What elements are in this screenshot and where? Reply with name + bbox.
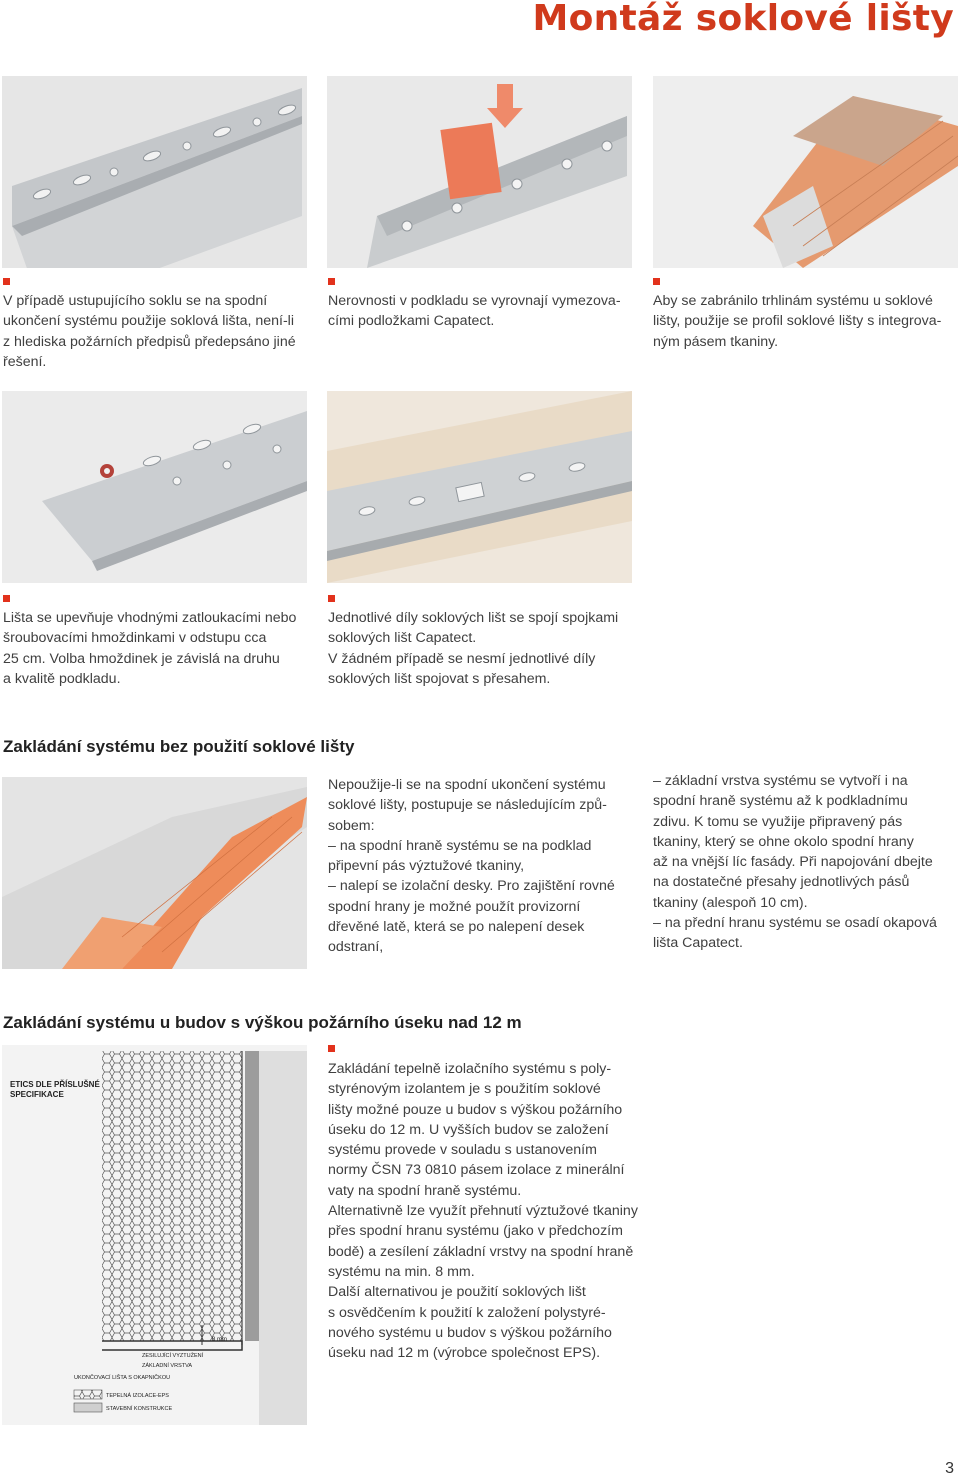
mesh-edge-photo xyxy=(2,777,307,969)
caption-line: a kvalitě podkladu. xyxy=(3,670,121,687)
plinth-profile-illustration xyxy=(2,76,307,268)
dash-item xyxy=(328,876,638,957)
page-title: Montáž soklové lišty xyxy=(532,0,954,39)
text-line: – nalepí se izolační desky. Pro zajištění rovné xyxy=(328,878,615,895)
page-number: 3 xyxy=(945,1460,954,1477)
text-line: styrénovým izolantem je s použitím soklové xyxy=(328,1081,601,1098)
text-line: až na vnější líc fasády. Při napojování dbejte xyxy=(653,854,933,871)
anchored-profile-illustration xyxy=(2,391,307,583)
text-line: lišty možné pouze u budov s výškou požárního xyxy=(328,1101,623,1118)
text-line: systému na min. 8 mm. xyxy=(328,1263,475,1280)
caption-line: 25 cm. Volba hmoždinek je závislá na druhu xyxy=(3,650,280,667)
caption-line: lišty, použije se profil soklové lišty s integrova- xyxy=(653,313,942,330)
bullet-marker xyxy=(653,278,660,285)
section-heading-fire-section: Zakládání systému u budov s výškou požárního úseku nad 12 m xyxy=(3,1013,522,1032)
text-line: zdivu. K tomu se využije připravený pás xyxy=(653,813,903,830)
dash-item xyxy=(653,913,958,954)
caption-line: Nerovnosti v podkladu se vyrovnají vymezova- xyxy=(328,293,621,309)
text-line: normy ČSN 73 0810 pásem izolace z minerální xyxy=(328,1162,625,1179)
caption-packing-pad xyxy=(328,291,633,332)
bullet-marker xyxy=(328,595,335,602)
text-line: tkaniny, který se ohne okolo spodní hrany xyxy=(653,833,914,850)
anchored-profile-photo xyxy=(2,391,307,583)
bullet-marker xyxy=(328,278,335,285)
text-line: Zakládání tepelně izolačního systému s poly- xyxy=(328,1061,612,1077)
mesh-profile-photo xyxy=(653,76,958,268)
caption-mesh-profile xyxy=(653,291,958,352)
mesh-profile-illustration xyxy=(653,76,958,268)
text-line: dřevěné latě, která se po nalepení desek xyxy=(328,919,585,936)
caption-line: cími podložkami Capatect. xyxy=(328,313,495,330)
packing-pad-illustration xyxy=(327,76,632,268)
fire-section-drawing xyxy=(2,1045,307,1425)
caption-line: Aby se zabránilo trhlinám systému u soklové xyxy=(653,293,933,309)
section1-left-text xyxy=(328,775,638,958)
caption-connector xyxy=(328,608,638,689)
text-line: přes spodní hranu systému (jako v předchozím xyxy=(328,1223,623,1240)
text-line: s osvědčením k použití k založení polystyré- xyxy=(328,1304,606,1321)
section-heading-no-profile: Zakládání systému bez použití soklové lišty xyxy=(3,737,355,756)
text-line: – na přední hranu systému se osadí okapová xyxy=(653,915,937,932)
text-line: soklové lišty, postupuje se následujícím způ- xyxy=(328,797,607,814)
bullet-marker xyxy=(3,595,10,602)
connector-photo xyxy=(327,391,632,583)
text-line: vaty na spodní hraně systému. xyxy=(328,1182,522,1199)
mesh-edge-illustration xyxy=(2,777,307,969)
text-line: připevní pás výztužové tkaniny, xyxy=(328,858,525,875)
diagram-label: ZESILUJÍCÍ VYZTUŽENÍ xyxy=(142,1353,204,1359)
section1-right-text xyxy=(653,771,958,954)
text-line: na dostatečné přesahy jednotlivých pásů xyxy=(653,874,910,891)
caption-line: V případě ustupujícího soklu se na spodní xyxy=(3,293,268,309)
connector-illustration xyxy=(327,391,632,583)
bullet-marker xyxy=(3,278,10,285)
text-line: – základní vrstva systému se vytvoří i na xyxy=(653,773,908,789)
dimension-label: 8 mm xyxy=(212,1337,227,1343)
text-line: odstraní, xyxy=(328,939,384,956)
bullet-marker xyxy=(328,1045,335,1052)
text-line: – na spodní hraně systému se na podklad xyxy=(328,837,592,854)
caption-line: ným pásem tkaniny. xyxy=(653,333,779,350)
diagram-header-line: SPECIFIKACE xyxy=(10,1090,64,1099)
text-line: bodě) a zesílení základní vrstvy na spodní hraně xyxy=(328,1243,634,1260)
caption-line: řešení. xyxy=(3,353,47,370)
section2-text xyxy=(328,1059,648,1363)
packing-pad-photo xyxy=(327,76,632,268)
text-line: lišta Capatect. xyxy=(653,935,743,952)
plinth-profile-photo xyxy=(2,76,307,268)
caption-line: V žádném případě se nesmí jednotlivé díly xyxy=(328,650,596,667)
dash-item xyxy=(653,771,958,913)
text-line: sobem: xyxy=(328,817,375,834)
caption-anchoring xyxy=(3,608,313,689)
caption-line: šroubovacími hmoždinkami v odstupu cca xyxy=(3,630,267,647)
text-line: spodní hraně systému až k podkladnímu xyxy=(653,793,908,810)
text-line: nového systému u budov s výškou požárního xyxy=(328,1324,612,1341)
caption-line: z hlediska požárních předpisů předepsáno jiné xyxy=(3,333,296,350)
diagram-label: TEPELNÁ IZOLACE-EPS xyxy=(106,1393,169,1399)
diagram-label: ZÁKLADNÍ VRSTVA xyxy=(142,1363,193,1369)
fire-section-diagram xyxy=(2,1045,307,1425)
caption-plinth-profile xyxy=(3,291,313,372)
caption-line: Lišta se upevňuje vhodnými zatloukacími nebo xyxy=(3,610,297,626)
text-line: tkaniny (alespoň 10 cm). xyxy=(653,894,808,911)
caption-line: soklových lišt Capatect. xyxy=(328,630,477,647)
diagram-label: UKONČOVACÍ LIŠTA S OKAPNIČKOU xyxy=(74,1375,171,1381)
text-line: Nepoužije-li se na spodní ukončení systému xyxy=(328,777,606,793)
diagram-header-line: ETICS DLE PŘÍSLUŠNÉ xyxy=(10,1080,100,1089)
text-line: úseku do 12 m. U vyšších budov se založení xyxy=(328,1121,609,1138)
text-line: úseku nad 12 m (výrobce společnost EPS). xyxy=(328,1345,601,1362)
caption-line: Jednotlivé díly soklových lišt se spojí spojkami xyxy=(328,610,619,626)
text-line: spodní hrany je možné použít provizorní xyxy=(328,898,581,915)
diagram-label: STAVEBNÍ KONSTRUKCE xyxy=(106,1406,173,1412)
text-line: Další alternativou je použití soklových lišt xyxy=(328,1284,586,1301)
caption-line: ukončení systému použije soklová lišta, není-li xyxy=(3,313,294,330)
caption-line: soklových lišt spojovat s přesahem. xyxy=(328,670,551,687)
dash-item xyxy=(328,836,638,877)
text-line: systému provede v souladu s ustanovením xyxy=(328,1142,597,1159)
text-line: Alternativně lze využít přehnutí výztužové tkaniny xyxy=(328,1203,638,1220)
